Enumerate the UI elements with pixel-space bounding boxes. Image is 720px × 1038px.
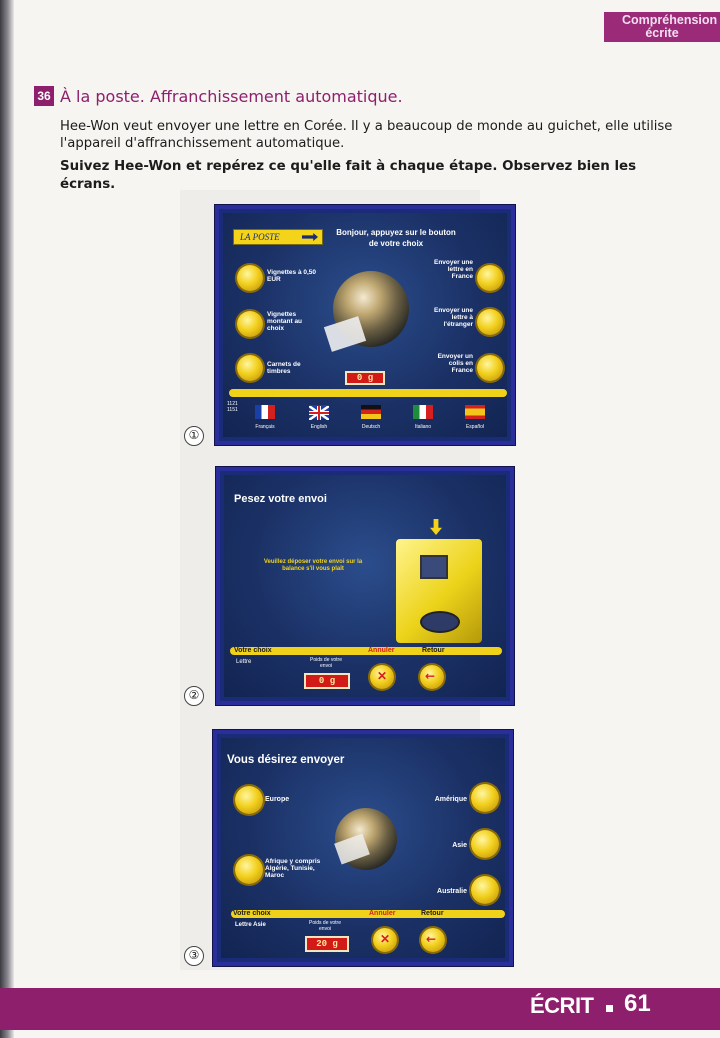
screen-2 [216,467,514,705]
screen-3-divider-bar [231,910,505,918]
footer-section-label: ÉCRIT [530,993,594,1018]
step-3-marker: ③ [184,946,204,966]
screen-1-clock: 1121 1151 [227,401,238,413]
exercise-heading [34,86,403,106]
screen-1-heading: Bonjour, appuyez sur le bouton de votre choix [336,228,456,248]
carnets-button[interactable] [237,355,263,381]
section-tag [604,12,720,42]
amerique-label: Amérique [434,796,467,803]
screen-2-back-button[interactable] [420,665,444,689]
asie-button[interactable] [471,830,499,858]
exercise-number: 36 [34,86,54,106]
vignettes-050-label: Vignettes à 0,50 EUR [267,269,317,283]
page-number: 61 [624,990,651,1017]
flag-germany-icon[interactable] [361,405,381,419]
flag-uk-icon[interactable] [309,405,329,419]
screen-2-choice-value: Lettre [236,659,252,665]
colis-france-label: Envoyer un colis en France [437,353,473,374]
footer-separator-icon [606,1005,613,1012]
screen-2-weight-label: Poids de votre envoi [310,657,342,669]
lang-francais[interactable]: Français [255,424,275,430]
logo-arrow-icon [302,233,318,241]
letter-image [324,316,366,352]
screen-2-message: Veuillez déposer votre envoi sur la balance s'il vous plaît [263,559,363,572]
screen-1-display [223,213,507,437]
screen-1-weight-display: 0 g [345,371,385,385]
la-poste-logo [233,229,323,245]
exercise-instruction: Suivez Hee-Won et repérez ce qu'elle fait à chaque étape. Observez bien les écrans. [60,159,637,192]
exercise-intro: Hee-Won veut envoyer une lettre en Corée. Il y a beaucoup de monde au guichet, elle utilise l'appareil d'affranchissement automatique. [60,119,673,151]
step-2-marker: ② [184,686,204,706]
back-arrow-icon: ← [426,932,437,946]
screen-1-divider-bar [229,389,507,397]
step-1-marker: ① [184,426,204,446]
screen-1 [215,205,515,445]
la-poste-logo-text: LA POSTE [240,232,280,242]
cancel-x-icon: ✕ [380,932,391,946]
scale-machine-slot [420,611,460,633]
screen-3 [213,730,513,966]
screen-3-display [221,738,505,958]
lang-english[interactable]: English [310,424,328,430]
screen-2-weight-display: 0 g [304,673,350,689]
screen-3-cancel-button[interactable] [373,928,397,952]
screen-2-heading: Pesez votre envoi [234,493,327,505]
carnets-label: Carnets de timbres [267,361,301,375]
australie-label: Australie [437,888,467,895]
screen-3-choice-value: Lettre Asie [235,922,266,928]
uk-cross-icon [309,406,329,420]
scale-machine-screen [420,555,448,579]
screen-2-back-label: Retour [422,647,445,654]
australie-button[interactable] [471,876,499,904]
screen-2-choice-label: Votre choix [234,647,272,654]
screen-3-back-button[interactable] [421,928,445,952]
vignettes-montant-button[interactable] [237,311,263,337]
screen-3-weight-label: Poids de votre envoi [309,920,341,932]
screen-3-weight-display: 20 g [305,936,349,952]
screen-3-cancel-label: Annuler [369,910,396,917]
screen-3-back-label: Retour [421,910,444,917]
lang-italiano[interactable]: Italiano [414,424,432,430]
colis-france-button[interactable] [477,355,503,381]
europe-button[interactable] [235,786,263,814]
scale-machine-image [396,533,482,643]
amerique-button[interactable] [471,784,499,812]
lettre-etranger-button[interactable] [477,309,503,335]
flag-spain-icon[interactable] [465,405,485,419]
lang-espanol[interactable]: Español [465,424,485,430]
section-tag-text: Compréhension écrite [622,13,718,40]
afrique-button[interactable] [235,856,263,884]
europe-label: Europe [265,796,290,803]
lang-deutsch[interactable]: Deutsch [361,424,381,430]
cancel-x-icon: ✕ [377,669,388,683]
flag-italy-icon[interactable] [413,405,433,419]
vignettes-montant-label: Vignettes montant au choix [267,311,303,332]
screen-2-cancel-button[interactable] [370,665,394,689]
vignettes-050-button[interactable] [237,265,263,291]
book-spine-shadow [0,0,14,1038]
asie-label: Asie [452,842,467,849]
lettre-etranger-label: Envoyer une lettre à l'étranger [433,307,473,328]
flag-france-icon[interactable] [255,405,275,419]
screen-2-cancel-label: Annuler [368,647,395,654]
back-arrow-icon: ← [425,669,436,683]
afrique-label: Afrique y compris Algérie, Tunisie, Maroc [265,858,321,879]
screen-3-heading: Vous désirez envoyer [227,754,345,766]
down-arrow-icon [430,519,442,535]
exercise-title: À la poste. Affranchissement automatique. [60,86,403,106]
lettre-france-label: Envoyer une lettre en France [433,259,473,280]
lettre-france-button[interactable] [477,265,503,291]
screen-2-display [224,475,506,697]
screen-3-choice-label: Votre choix [233,910,271,917]
